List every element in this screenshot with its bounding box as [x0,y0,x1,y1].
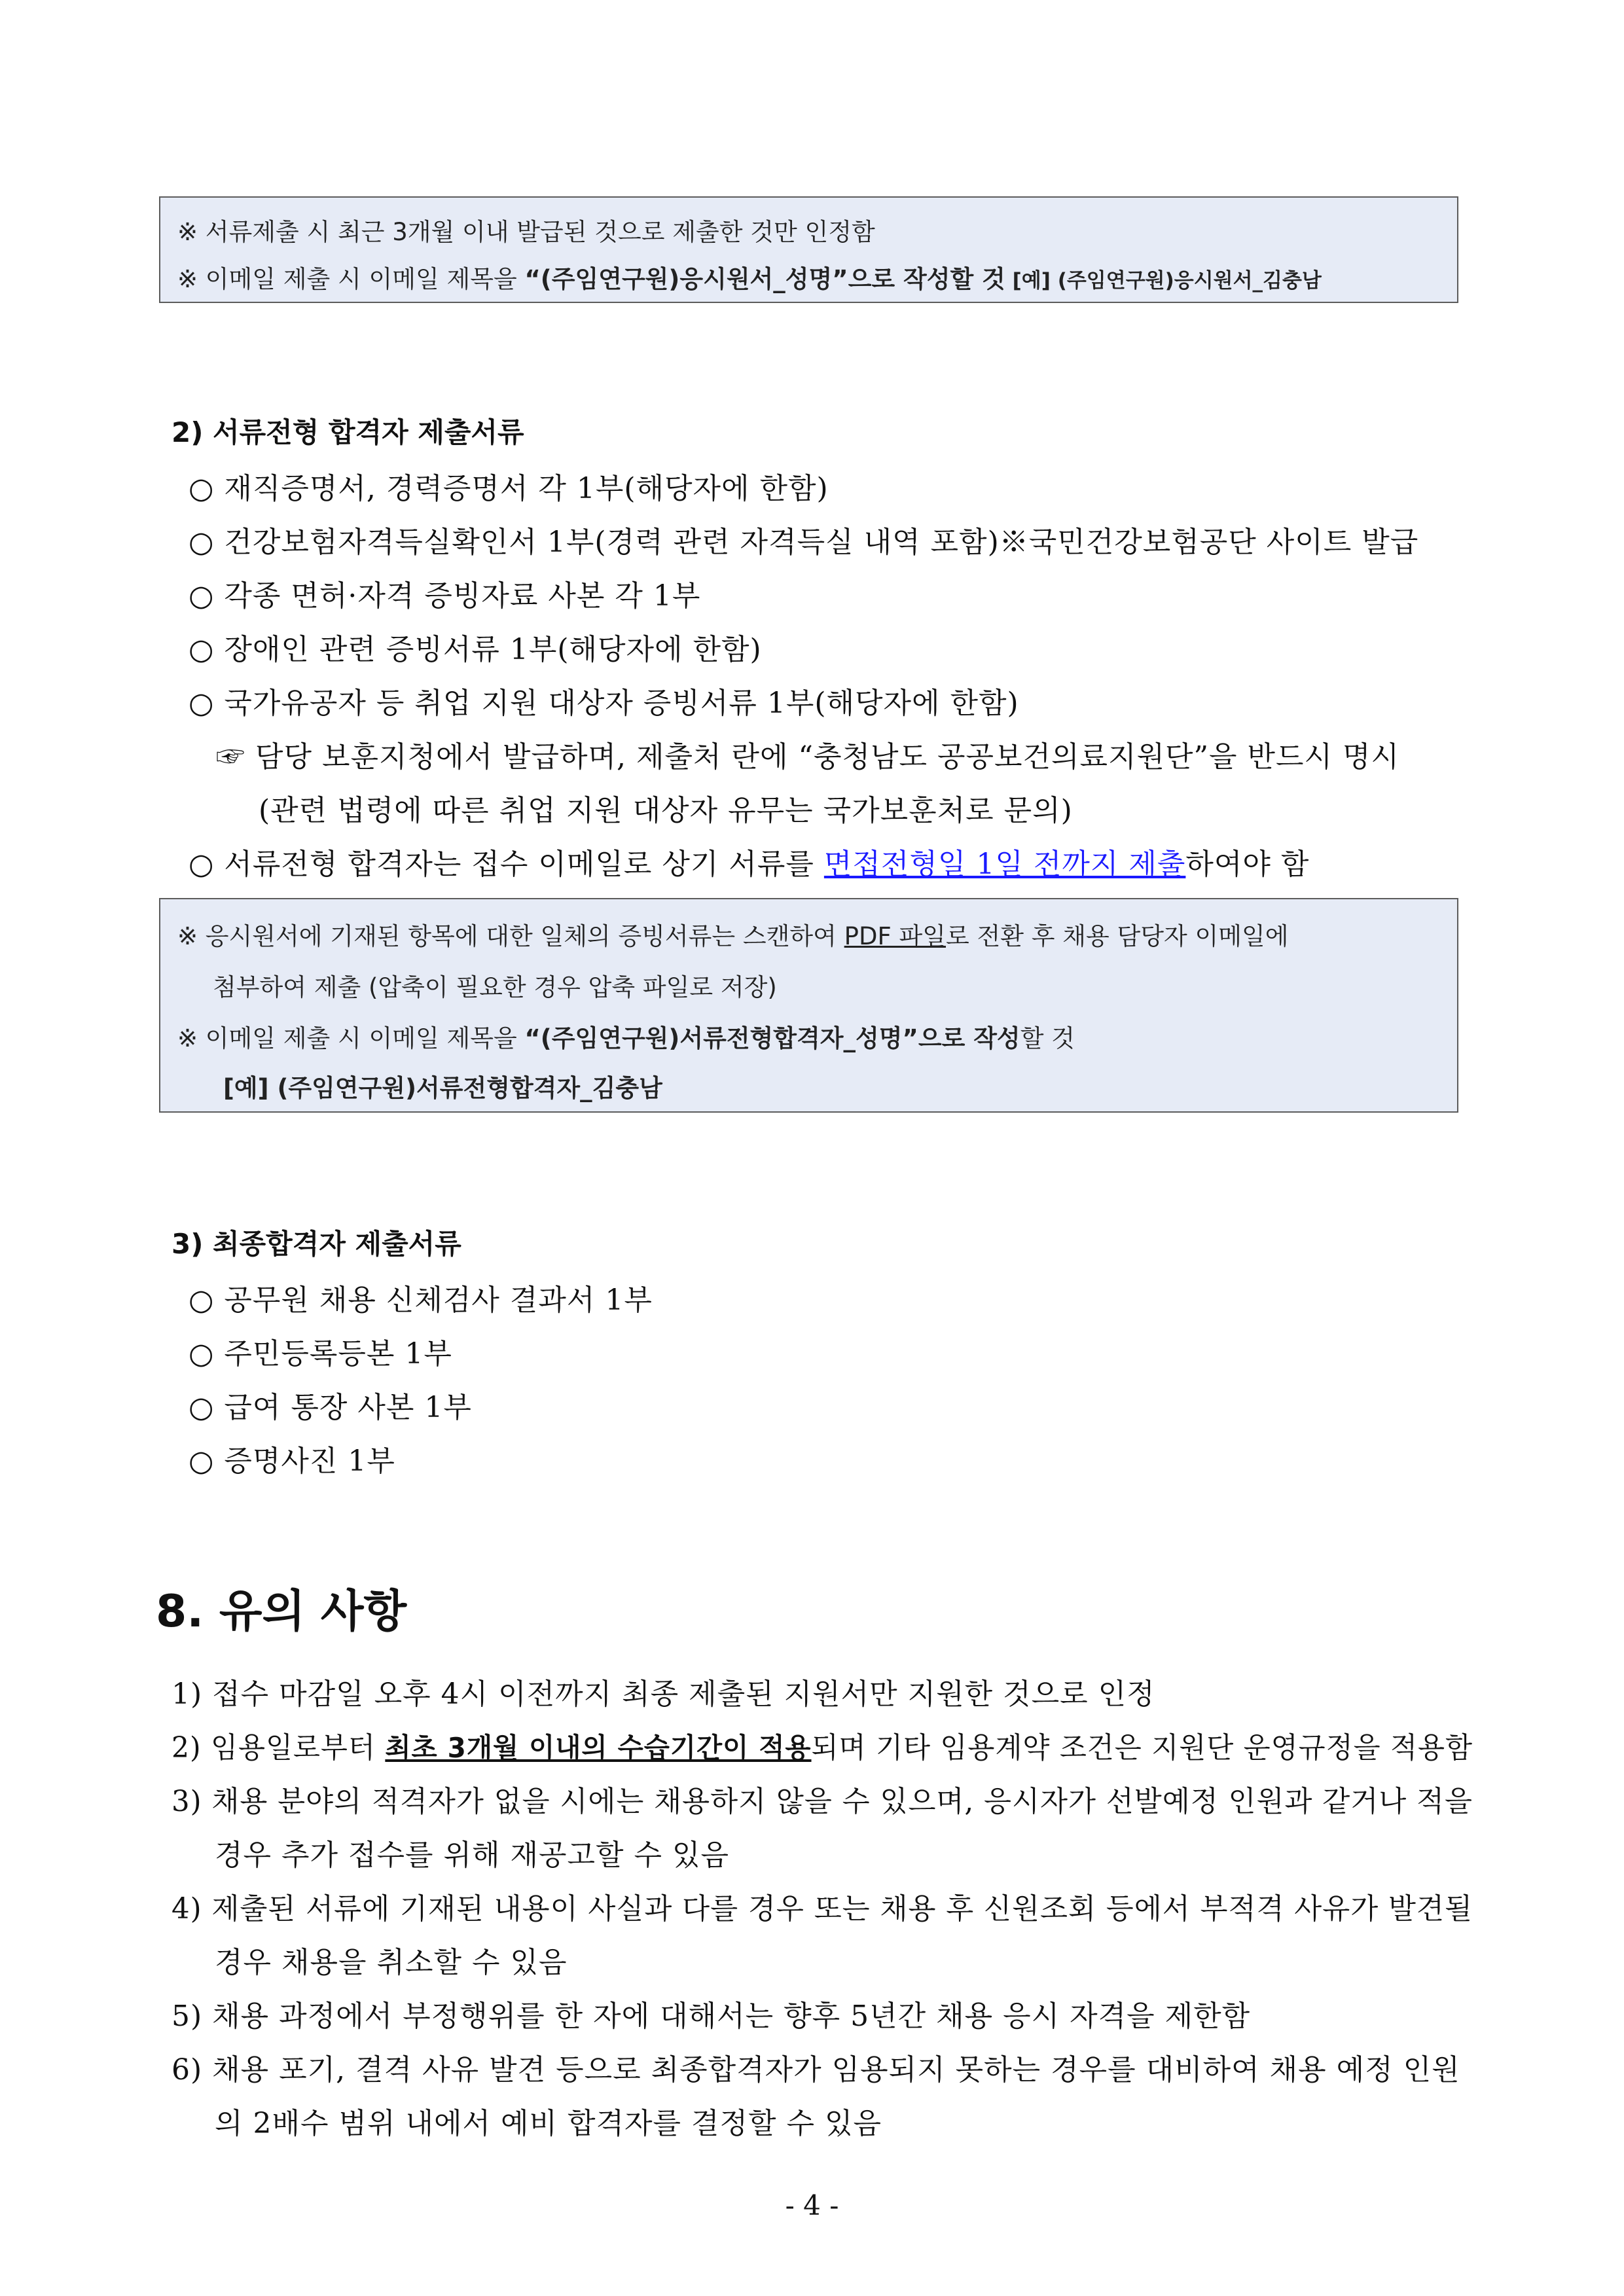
list-item: ○ 재직증명서, 경력증명서 각 1부(해당자에 한함) [189,472,829,505]
mid-note-box [159,898,1458,1113]
section-8-title: 8. 유의 사항 [156,1586,407,1638]
list-item-deadline: ○ 서류전형 합격자는 접수 이메일로 상기 서류를 면접전형일 1일 전까지 제출하여야 함 [189,848,1310,881]
top-note-line-2: ※ 이메일 제출 시 이메일 제목을 “(주임연구원)응시원서_성명”으로 작성할 것 [예] (주임연구원)응시원서_김충남 [177,265,1322,293]
notice-item-3: 3) 채용 분야의 적격자가 없을 시에는 채용하지 않을 수 있으며, 응시자가 선발예정 인원과 같거나 적을 [171,1785,1473,1818]
notice-item-2: 2) 임용일로부터 최초 3개월 이내의 수습기간이 적용되며 기타 임용계약 조건은 지원단 운영규정을 적용함 [171,1731,1473,1765]
mid-note-line-2: 첨부하여 제출 (압축이 필요한 경우 압축 파일로 저장) [213,973,777,1001]
notice-item-4: 4) 제출된 서류에 기재된 내용이 사실과 다를 경우 또는 채용 후 신원조회 등에서 부적격 사유가 발견될 [171,1892,1473,1926]
list-item: ○ 증명사진 1부 [189,1444,395,1478]
email-subject-example: [예] (주임연구원)응시원서_김충남 [1005,269,1322,293]
list-item: ○ 장애인 관련 증빙서류 1부(해당자에 한함) [189,633,762,666]
mid-note-line-4: [예] (주임연구원)서류전형합격자_김충남 [223,1074,662,1102]
veteran-note-line-1: ☞ 담당 보훈지청에서 발급하며, 제출처 란에 “충청남도 공공보건의료지원단”을 반드시 명시 [216,740,1399,774]
page-number: - 4 - [785,2189,839,2221]
notice-item-5: 5) 채용 과정에서 부정행위를 한 자에 대해서는 향후 5년간 채용 응시 자격을 제한함 [171,2000,1251,2033]
pdf-file-text: PDF 파일 [844,922,946,950]
notice-item-6-cont: 의 2배수 범위 내에서 예비 합격자를 결정할 수 있음 [215,2107,882,2140]
list-item: ○ 국가유공자 등 취업 지원 대상자 증빙서류 1부(해당자에 한함) [189,687,1019,720]
mid-note-line-3: ※ 이메일 제출 시 이메일 제목을 “(주임연구원)서류전형합격자_성명”으로 작성할 것 [177,1024,1075,1052]
mid-note-line-1: ※ 응시원서에 기재된 항목에 대한 일체의 증빙서류는 스캔하여 PDF 파일로 전환 후 채용 담당자 이메일에 [177,922,1289,950]
notice-item-3-cont: 경우 추가 접수를 위해 재공고할 수 있음 [215,1839,729,1872]
section-3-heading: 3) 최종합격자 제출서류 [171,1228,461,1260]
list-item: ○ 급여 통장 사본 1부 [189,1391,472,1424]
veteran-note-line-2: (관련 법령에 따른 취업 지원 대상자 유무는 국가보훈처로 문의) [259,794,1073,827]
list-item: ○ 주민등록등본 1부 [189,1337,452,1371]
notice-item-1: 1) 접수 마감일 오후 4시 이전까지 최종 제출된 지원서만 지원한 것으로 인정 [171,1677,1155,1711]
list-item: ○ 각종 면허·자격 증빙자료 사본 각 1부 [189,579,701,613]
top-note-box [159,196,1458,303]
notice-item-4-cont: 경우 채용을 취소할 수 있음 [215,1946,568,1979]
list-item: ○ 공무원 채용 신체검사 결과서 1부 [189,1283,653,1317]
deadline-link[interactable]: 면접전형일 1일 전까지 제출 [823,848,1186,881]
notice-item-6: 6) 채용 포기, 결격 사유 발견 등으로 최종합격자가 임용되지 못하는 경우를 대비하여 채용 예정 인원 [171,2053,1460,2087]
section-2-heading: 2) 서류전형 합격자 제출서류 [171,416,524,448]
list-item: ○ 건강보험자격득실확인서 1부(경력 관련 자격득실 내역 포함)※국민건강보험공단 사이트 발급 [189,526,1419,559]
email-subject-format: “(주임연구원)응시원서_성명”으로 작성할 것 [524,265,1005,293]
top-note-line-1: ※ 서류제출 시 최근 3개월 이내 발급된 것으로 제출한 것만 인정함 [177,218,875,246]
probation-text: 최초 3개월 이내의 수습기간이 적용 [385,1732,812,1764]
